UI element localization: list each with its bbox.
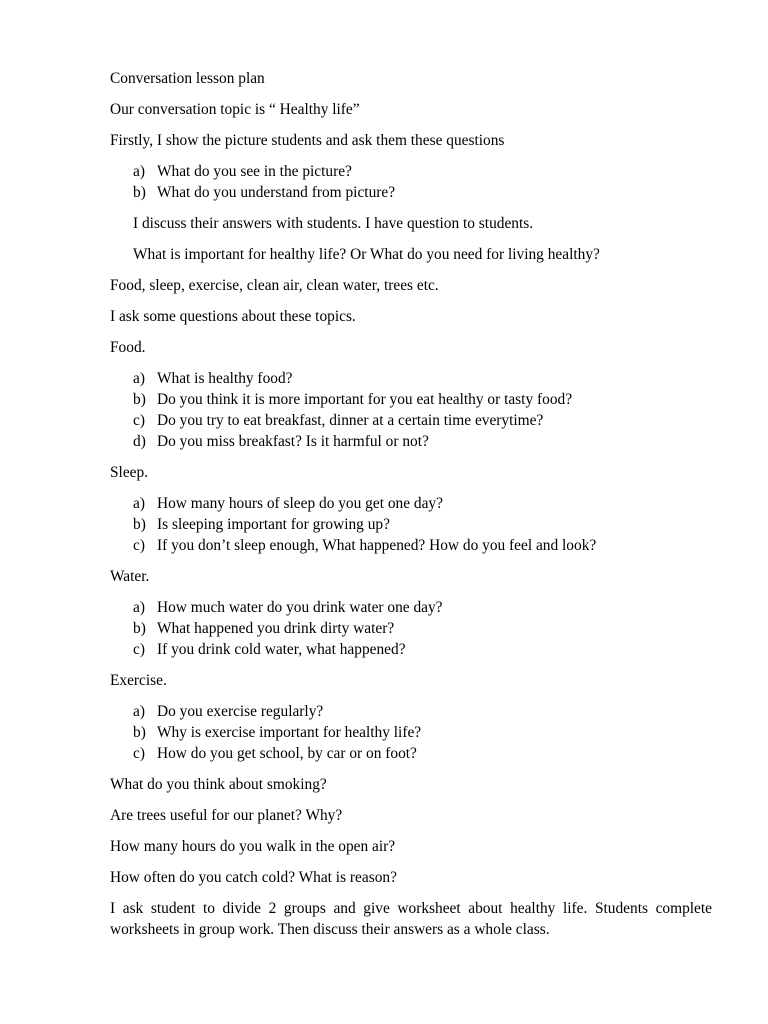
ask-paragraph: I ask some questions about these topics. [110, 308, 356, 325]
list-marker: c) [133, 745, 145, 762]
list-item [133, 514, 712, 535]
document-page [110, 68, 712, 950]
question-text: What happened you drink dirty water? [157, 620, 395, 637]
list-item [133, 493, 712, 514]
list-marker: d) [133, 433, 146, 450]
intro-paragraph: Firstly, I show the picture students and ask them these questions [110, 132, 505, 149]
extra-question-trees: Are trees useful for our planet? Why? [110, 807, 343, 824]
section-heading-food: Food. [110, 339, 146, 356]
question-text: Do you miss breakfast? Is it harmful or not? [157, 433, 429, 450]
question-text: What do you see in the picture? [157, 163, 352, 180]
question-text: Do you try to eat breakfast, dinner at a certain time everytime? [157, 412, 544, 429]
section-heading-exercise: Exercise. [110, 672, 167, 689]
list-marker: a) [133, 495, 145, 512]
list-item [133, 597, 712, 618]
list-item [133, 701, 712, 722]
extra-question-cold: How often do you catch cold? What is reason? [110, 869, 397, 886]
extra-question-smoking: What do you think about smoking? [110, 776, 327, 793]
question-text: Why is exercise important for healthy life? [157, 724, 422, 741]
list-marker: b) [133, 724, 146, 741]
water-question-list [110, 597, 712, 660]
list-item [133, 535, 712, 556]
question-text: What do you understand from picture? [157, 184, 396, 201]
list-item [133, 182, 712, 203]
list-item [133, 389, 712, 410]
section-heading-sleep: Sleep. [110, 464, 149, 481]
list-marker: c) [133, 537, 145, 554]
extra-question-open-air: How many hours do you walk in the open air? [110, 838, 396, 855]
question-text: Do you think it is more important for you eat healthy or tasty food? [157, 391, 573, 408]
list-marker: b) [133, 184, 146, 201]
list-marker: b) [133, 391, 146, 408]
discuss-paragraph: I discuss their answers with students. I have question to students. [133, 215, 534, 232]
question-text: If you drink cold water, what happened? [157, 641, 406, 658]
list-item [133, 410, 712, 431]
question-text: How do you get school, by car or on foot? [157, 745, 417, 762]
exercise-question-list [110, 701, 712, 764]
list-marker: a) [133, 163, 145, 180]
closing-paragraph: I ask student to divide 2 groups and give worksheet about healthy life. Students complete worksheets in group work. Then discuss their answers as a whole class. [110, 900, 712, 938]
question-text: Is sleeping important for growing up? [157, 516, 390, 533]
list-item [133, 368, 712, 389]
list-marker: a) [133, 703, 145, 720]
list-item [133, 431, 712, 452]
list-item [133, 618, 712, 639]
question-text: What is healthy food? [157, 370, 293, 387]
list-item [133, 161, 712, 182]
section-heading-water: Water. [110, 568, 150, 585]
question-text: How many hours of sleep do you get one day? [157, 495, 443, 512]
question-text: If you don’t sleep enough, What happened? How do you feel and look? [157, 537, 597, 554]
list-marker: a) [133, 599, 145, 616]
list-marker: c) [133, 641, 145, 658]
sleep-question-list [110, 493, 712, 556]
answers-paragraph: Food, sleep, exercise, clean air, clean water, trees etc. [110, 277, 439, 294]
question-text: How much water do you drink water one day? [157, 599, 443, 616]
food-question-list [110, 368, 712, 452]
list-marker: b) [133, 620, 146, 637]
list-item [133, 639, 712, 660]
list-marker: c) [133, 412, 145, 429]
list-item [133, 722, 712, 743]
topic-line: Our conversation topic is “ Healthy life” [110, 101, 360, 118]
picture-question-list [110, 161, 712, 203]
list-item [133, 743, 712, 764]
list-marker: a) [133, 370, 145, 387]
question-text: Do you exercise regularly? [157, 703, 324, 720]
list-marker: b) [133, 516, 146, 533]
important-question: What is important for healthy life? Or What do you need for living healthy? [133, 246, 600, 263]
document-title: Conversation lesson plan [110, 70, 265, 87]
